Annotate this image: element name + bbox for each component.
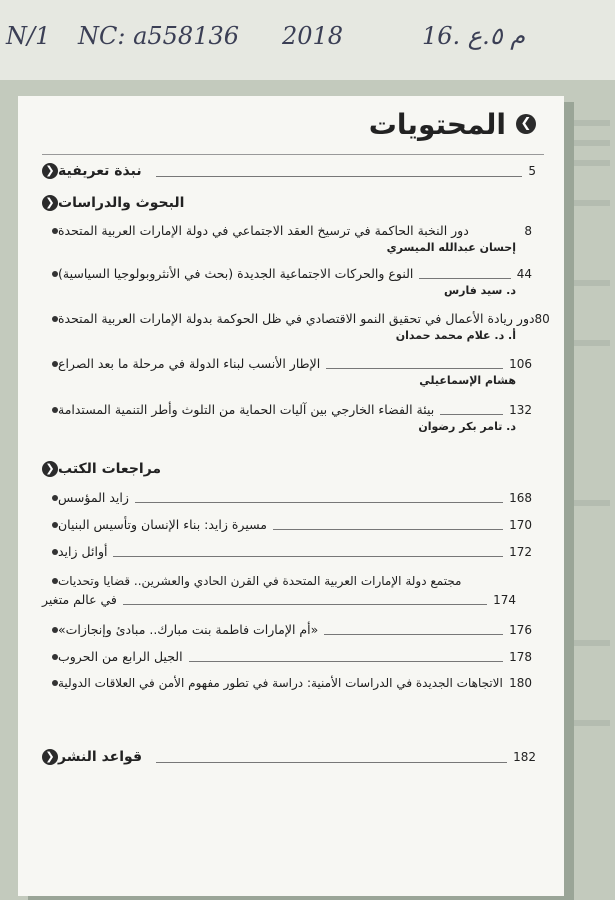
bullet-icon	[52, 495, 58, 501]
bullet-icon	[52, 522, 58, 528]
handwritten-catalog-number: NC: a558136	[78, 22, 240, 50]
toc-review-item[interactable]	[42, 622, 532, 637]
dot-leader	[324, 624, 503, 635]
dot-leader	[419, 268, 510, 279]
toc-research-heading	[42, 192, 536, 214]
handwritten-year: 2018	[282, 22, 344, 50]
dot-leader	[156, 752, 507, 763]
item-title: دور النخبة الحاكمة في ترسيخ العقد الاجتماعي في دولة الإمارات العربية المتحدة	[58, 223, 469, 238]
section-title: نبذة تعريفية	[58, 163, 142, 179]
item-author: د. سيد فارس	[444, 284, 516, 297]
page-number: 182	[513, 750, 536, 764]
bullet-icon	[52, 654, 58, 660]
bullet-icon	[52, 549, 58, 555]
section-title: مراجعات الكتب	[58, 461, 162, 477]
toc-review-item[interactable]	[42, 490, 532, 505]
toc-research-item[interactable]	[42, 356, 532, 387]
page-number: 172	[509, 544, 532, 559]
toc-review-item[interactable]	[42, 649, 532, 664]
bullet-icon	[52, 407, 58, 413]
page-number: 168	[509, 490, 532, 505]
page-number: 170	[509, 517, 532, 532]
item-title: الاتجاهات الجديدة في الدراسات الأمنية: دراسة في تطور مفهوم الأمن في العلاقات الدولية	[58, 676, 503, 690]
item-title-continuation: في عالم متغير	[42, 592, 117, 607]
toc-review-item[interactable]	[42, 517, 532, 532]
bullet-icon	[52, 578, 58, 584]
page-number: 174	[493, 592, 516, 607]
page-number: 80	[534, 311, 550, 326]
bullet-icon	[52, 316, 58, 322]
page-number: 5	[528, 164, 536, 178]
item-author: إحسان عبدالله الميسري	[386, 241, 516, 254]
page-number: 132	[509, 402, 532, 417]
toc-research-item[interactable]	[42, 223, 532, 254]
toc-reviews-heading	[42, 458, 536, 480]
item-author: د. تامر بكر رضوان	[418, 420, 516, 433]
dot-leader	[273, 519, 503, 530]
item-author: أ. د. علام محمد حمدان	[395, 329, 516, 342]
item-title: النوع والحركات الاجتماعية الجديدة (بحث في الأنثروبولوجيا السياسية)	[58, 266, 414, 281]
arrow-left-icon: ❮	[42, 163, 58, 179]
arrow-left-icon: ❮	[42, 461, 58, 477]
dot-leader	[156, 166, 523, 177]
page-number: 176	[509, 622, 532, 637]
bullet-icon	[52, 361, 58, 367]
bullet-icon	[52, 627, 58, 633]
toc-review-item[interactable]	[42, 544, 532, 559]
item-title: زايد المؤسس	[58, 490, 129, 505]
item-title: مجتمع دولة الإمارات العربية المتحدة في القرن الحادي والعشرين.. قضايا وتحديات	[58, 574, 462, 588]
item-title: أوائل زايد	[58, 544, 108, 559]
toc-review-item[interactable]	[42, 574, 532, 607]
title-divider	[42, 154, 544, 155]
item-title: بيئة الفضاء الخارجي بين آليات الحماية من التلوث وأطر التنمية المستدامة	[58, 402, 435, 417]
page-number: 8	[524, 223, 532, 238]
item-title: الإطار الأنسب لبناء الدولة في مرحلة ما بعد الصراع	[58, 356, 321, 371]
page-number: 178	[509, 649, 532, 664]
arrow-left-icon: ❮	[42, 749, 58, 765]
toc-review-item[interactable]	[42, 676, 532, 690]
item-title: مسيرة زايد: بناء الإنسان وتأسيس البنيان	[58, 517, 267, 532]
handwritten-call-number: م ٥.ع .16	[422, 22, 526, 50]
page-title: المحتويات	[368, 107, 506, 141]
dot-leader	[440, 404, 503, 415]
handwritten-annotations	[0, 22, 615, 62]
handwritten-mark: N/1	[6, 22, 51, 50]
contents-card	[18, 96, 564, 896]
page-title-row	[369, 104, 536, 144]
arrow-left-icon: ❮	[516, 114, 536, 134]
item-title: الجيل الرابع من الحروب	[58, 649, 183, 664]
toc-intro[interactable]	[42, 160, 536, 182]
item-author: هشام الإسماعيلي	[419, 374, 516, 387]
page-number: 180	[509, 676, 532, 690]
item-title: «أم الإمارات فاطمة بنت مبارك.. مبادئ وإنجازات»	[58, 622, 319, 637]
toc-research-item[interactable]	[42, 311, 550, 342]
toc-research-item[interactable]	[42, 402, 532, 433]
dot-leader	[326, 358, 503, 369]
dot-leader	[113, 546, 503, 557]
dot-leader	[135, 492, 503, 503]
bullet-icon	[52, 228, 58, 234]
bullet-icon	[52, 680, 58, 686]
toc-rules[interactable]	[42, 746, 536, 768]
bullet-icon	[52, 271, 58, 277]
page-number: 44	[516, 266, 532, 281]
section-title: قواعد النشر	[58, 749, 142, 765]
dot-leader	[123, 594, 487, 605]
item-title: دور ريادة الأعمال في تحقيق النمو الاقتصادي في ظل الحوكمة بدولة الإمارات العربية المتحدة	[58, 311, 535, 326]
arrow-left-icon: ❮	[42, 195, 58, 211]
page-number: 106	[509, 356, 532, 371]
toc-research-item[interactable]	[42, 266, 532, 297]
section-title: البحوث والدراسات	[58, 195, 185, 211]
dot-leader	[189, 651, 504, 662]
